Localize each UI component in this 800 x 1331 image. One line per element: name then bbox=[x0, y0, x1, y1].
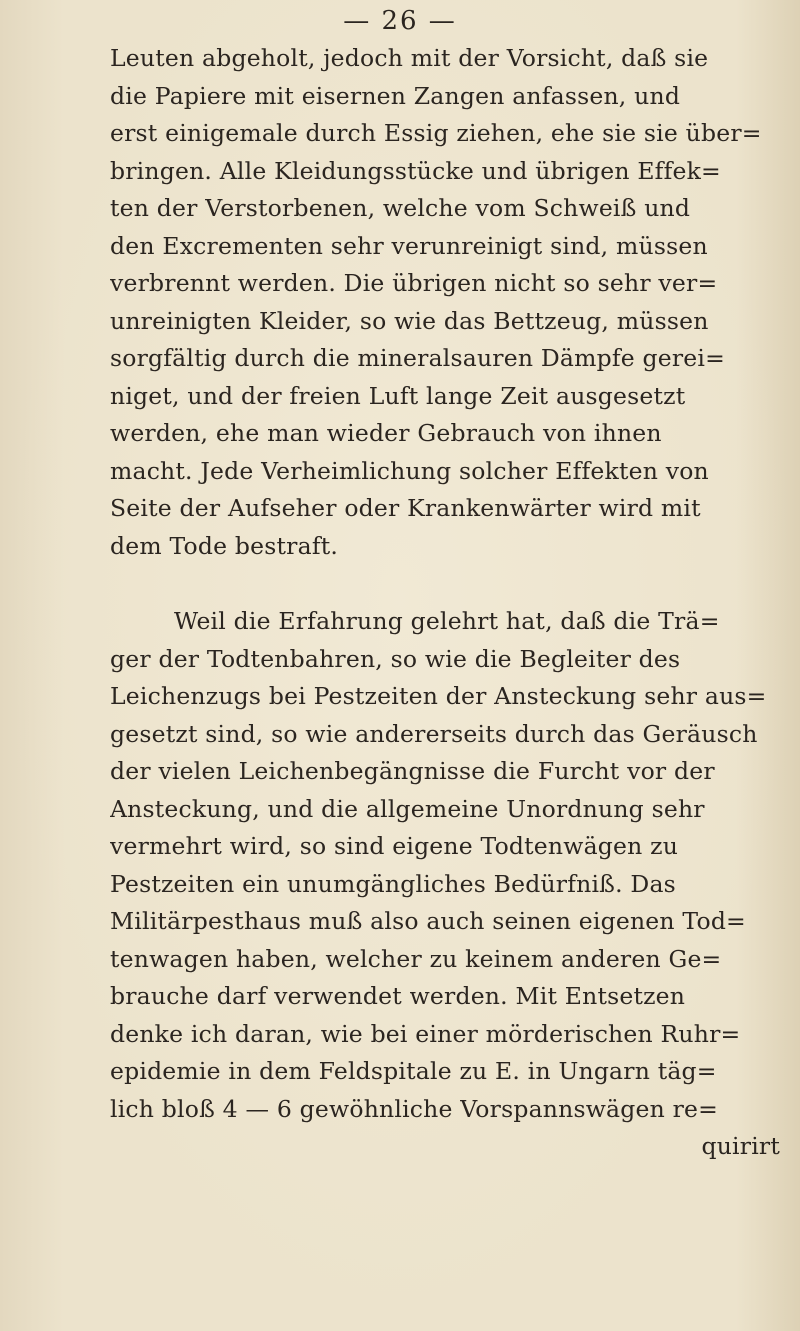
text-line: bringen. Alle Kleidungsstücke und übrigen Effek= bbox=[110, 156, 721, 185]
paragraph-1 bbox=[110, 40, 790, 565]
text-line: gesetzt sind, so wie andererseits durch das Geräusch bbox=[110, 719, 758, 748]
text-line: brauche darf verwendet werden. Mit Entsetzen bbox=[110, 982, 686, 1010]
text-line: erst einigemale durch Essig ziehen, ehe sie sie über= bbox=[110, 119, 762, 147]
paragraph-gap bbox=[110, 565, 790, 595]
text-line: lich bloß 4 — 6 gewöhnliche Vorspannswägen re= bbox=[110, 1094, 719, 1123]
text-line: der vielen Leichenbegängnisse die Furcht vor der bbox=[110, 757, 715, 785]
body-text bbox=[110, 40, 790, 1166]
text-line: ger der Todtenbahren, so wie die Begleiter des bbox=[110, 644, 681, 673]
text-line: ten der Verstorbenen, welche vom Schweiß und bbox=[110, 194, 691, 222]
text-line: epidemie in dem Feldspitale zu E. in Ungarn täg= bbox=[110, 1057, 717, 1085]
text-line: niget, und der freien Luft lange Zeit ausgesetzt bbox=[110, 381, 686, 410]
text-line: denke ich daran, wie bei einer mörderischen Ruhr= bbox=[110, 1019, 741, 1048]
text-line: Leuten abgeholt, jedoch mit der Vorsicht, daß sie bbox=[110, 44, 709, 72]
text-line: Weil die Erfahrung gelehrt hat, daß die Trä= bbox=[174, 607, 720, 635]
text-line: dem Tode bestraft. bbox=[110, 531, 339, 560]
paragraph-2 bbox=[110, 603, 790, 1166]
text-line: tenwagen haben, welcher zu keinem anderen Ge= bbox=[110, 944, 722, 973]
text-line: macht. Jede Verheimlichung solcher Effekten von bbox=[110, 456, 709, 485]
text-line: Militärpesthaus muß also auch seinen eigenen Tod= bbox=[110, 907, 746, 935]
text-line: Seite der Aufseher oder Krankenwärter wird mit bbox=[110, 494, 701, 522]
text-line: Ansteckung, und die allgemeine Unordnung sehr bbox=[110, 794, 705, 823]
text-line: den Excrementen sehr verunreinigt sind, müssen bbox=[110, 231, 708, 260]
text-line: die Papiere mit eisernen Zangen anfassen, und bbox=[110, 81, 681, 110]
text-line: Pestzeiten ein unumgängliches Bedürfniß. Das bbox=[110, 869, 676, 898]
text-line: unreinigten Kleider, so wie das Bettzeug, müssen bbox=[110, 306, 709, 335]
text-line: verbrennt werden. Die übrigen nicht so sehr ver= bbox=[110, 269, 718, 297]
text-line: vermehrt wird, so sind eigene Todtenwägen zu bbox=[110, 832, 679, 860]
page-number: — 26 — bbox=[343, 6, 457, 36]
text-line: sorgfältig durch die mineralsauren Dämpfe gerei= bbox=[110, 344, 726, 372]
text-line: werden, ehe man wieder Gebrauch von ihnen bbox=[110, 419, 662, 447]
catchword: quirirt bbox=[701, 1132, 780, 1160]
text-line: Leichenzugs bei Pestzeiten der Ansteckung sehr aus= bbox=[110, 682, 767, 710]
